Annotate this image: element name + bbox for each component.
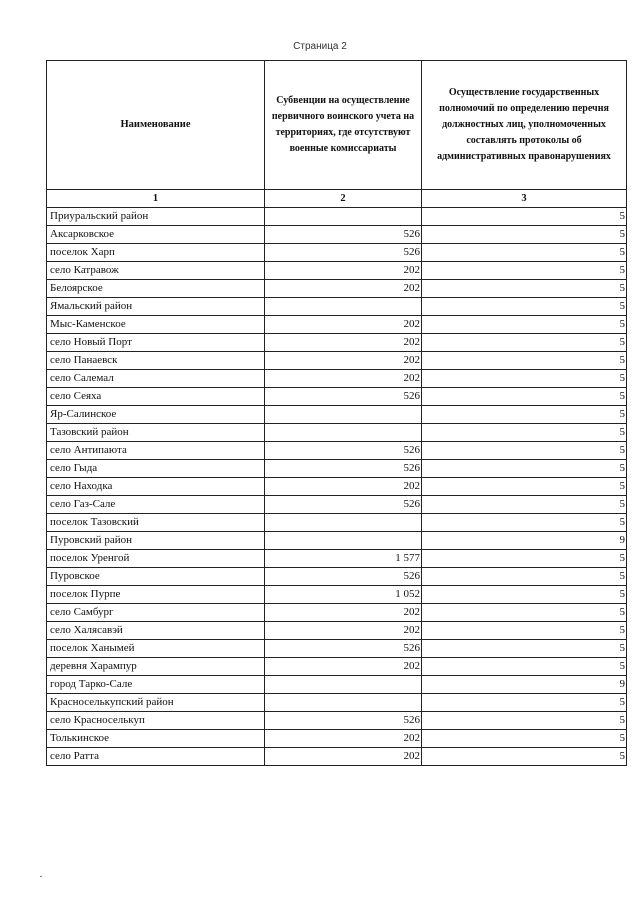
row-name: Пуровский район bbox=[47, 532, 265, 550]
table-row bbox=[47, 334, 627, 352]
row-col3-value: 5 bbox=[422, 568, 627, 586]
table-row bbox=[47, 478, 627, 496]
row-name: село Газ-Сале bbox=[47, 496, 265, 514]
row-name: Аксарковское bbox=[47, 226, 265, 244]
row-name: поселок Харп bbox=[47, 244, 265, 262]
row-name: Яр-Салинское bbox=[47, 406, 265, 424]
table-row bbox=[47, 262, 627, 280]
row-name: село Гыда bbox=[47, 460, 265, 478]
row-col3-value: 5 bbox=[422, 316, 627, 334]
row-col3-value: 9 bbox=[422, 532, 627, 550]
row-col2-value: 202 bbox=[265, 658, 422, 676]
row-col2-value: 202 bbox=[265, 262, 422, 280]
row-col3-value: 5 bbox=[422, 622, 627, 640]
table-row bbox=[47, 406, 627, 424]
table-row bbox=[47, 550, 627, 568]
row-col2-value: 526 bbox=[265, 640, 422, 658]
table-header-row bbox=[47, 61, 627, 190]
table-row bbox=[47, 208, 627, 226]
row-col2-value: 526 bbox=[265, 388, 422, 406]
scan-mark bbox=[40, 876, 42, 877]
row-col2-value: 526 bbox=[265, 244, 422, 262]
column-number: 1 bbox=[47, 190, 265, 208]
row-col3-value: 5 bbox=[422, 478, 627, 496]
header-col3: Осуществление государственных полномочий по определению перечня должностных лиц, уполномоченных составлять протоколы об административных правонарушениях bbox=[422, 61, 627, 190]
table-row bbox=[47, 712, 627, 730]
row-col2-value: 202 bbox=[265, 730, 422, 748]
row-col3-value: 5 bbox=[422, 550, 627, 568]
row-col2-value: 202 bbox=[265, 370, 422, 388]
row-name: поселок Ханымей bbox=[47, 640, 265, 658]
row-col2-value bbox=[265, 208, 422, 226]
row-name: село Находка bbox=[47, 478, 265, 496]
column-number-row bbox=[47, 190, 627, 208]
table-row bbox=[47, 748, 627, 766]
row-name: поселок Уренгой bbox=[47, 550, 265, 568]
row-col3-value: 5 bbox=[422, 244, 627, 262]
row-col3-value: 5 bbox=[422, 694, 627, 712]
row-name: Ямальский район bbox=[47, 298, 265, 316]
row-col3-value: 5 bbox=[422, 388, 627, 406]
column-number: 3 bbox=[422, 190, 627, 208]
row-name: село Антипаюта bbox=[47, 442, 265, 460]
row-col3-value: 5 bbox=[422, 586, 627, 604]
row-col2-value bbox=[265, 532, 422, 550]
row-col2-value: 202 bbox=[265, 622, 422, 640]
table-row bbox=[47, 658, 627, 676]
table-row bbox=[47, 532, 627, 550]
table-row bbox=[47, 226, 627, 244]
header-col2: Субвенции на осуществление первичного воинского учета на территориях, где отсутствуют военные комиссариаты bbox=[265, 61, 422, 190]
row-col3-value: 5 bbox=[422, 370, 627, 388]
row-col3-value: 5 bbox=[422, 496, 627, 514]
row-col2-value: 526 bbox=[265, 460, 422, 478]
row-name: село Салемал bbox=[47, 370, 265, 388]
row-col2-value bbox=[265, 406, 422, 424]
row-col2-value: 526 bbox=[265, 226, 422, 244]
row-col3-value: 5 bbox=[422, 406, 627, 424]
table-row bbox=[47, 604, 627, 622]
row-name: село Новый Порт bbox=[47, 334, 265, 352]
row-name: Пуровское bbox=[47, 568, 265, 586]
row-name: город Тарко-Сале bbox=[47, 676, 265, 694]
row-name: Красноселькупский район bbox=[47, 694, 265, 712]
table-row bbox=[47, 424, 627, 442]
row-col3-value: 5 bbox=[422, 604, 627, 622]
row-name: поселок Пурпе bbox=[47, 586, 265, 604]
table-row bbox=[47, 676, 627, 694]
row-col3-value: 5 bbox=[422, 658, 627, 676]
row-col3-value: 5 bbox=[422, 748, 627, 766]
row-name: село Красноселькуп bbox=[47, 712, 265, 730]
table-row bbox=[47, 460, 627, 478]
row-col2-value bbox=[265, 298, 422, 316]
row-col3-value: 9 bbox=[422, 676, 627, 694]
row-col2-value bbox=[265, 676, 422, 694]
row-name: Мыс-Каменское bbox=[47, 316, 265, 334]
row-name: Толькинское bbox=[47, 730, 265, 748]
row-col2-value: 526 bbox=[265, 496, 422, 514]
row-col3-value: 5 bbox=[422, 334, 627, 352]
row-name: село Халясавэй bbox=[47, 622, 265, 640]
table-row bbox=[47, 352, 627, 370]
table-row bbox=[47, 388, 627, 406]
row-name: село Самбург bbox=[47, 604, 265, 622]
row-col3-value: 5 bbox=[422, 298, 627, 316]
row-col3-value: 5 bbox=[422, 226, 627, 244]
subventions-table bbox=[46, 60, 627, 766]
row-name: Белоярское bbox=[47, 280, 265, 298]
row-col3-value: 5 bbox=[422, 424, 627, 442]
page-number-label: Страница 2 bbox=[293, 41, 347, 52]
row-name: село Панаевск bbox=[47, 352, 265, 370]
row-col2-value: 202 bbox=[265, 748, 422, 766]
row-col3-value: 5 bbox=[422, 514, 627, 532]
table-row bbox=[47, 316, 627, 334]
row-name: село Катравож bbox=[47, 262, 265, 280]
table-row bbox=[47, 586, 627, 604]
row-col3-value: 5 bbox=[422, 640, 627, 658]
row-col3-value: 5 bbox=[422, 442, 627, 460]
row-col2-value bbox=[265, 424, 422, 442]
table-row bbox=[47, 280, 627, 298]
row-col2-value bbox=[265, 514, 422, 532]
row-name: село Ратта bbox=[47, 748, 265, 766]
table-row bbox=[47, 640, 627, 658]
row-col2-value: 202 bbox=[265, 478, 422, 496]
row-col2-value: 202 bbox=[265, 604, 422, 622]
row-col2-value: 202 bbox=[265, 352, 422, 370]
row-col3-value: 5 bbox=[422, 730, 627, 748]
table-row bbox=[47, 514, 627, 532]
row-col3-value: 5 bbox=[422, 712, 627, 730]
row-name: деревня Харампур bbox=[47, 658, 265, 676]
row-col2-value: 526 bbox=[265, 442, 422, 460]
row-col2-value: 202 bbox=[265, 334, 422, 352]
table-row bbox=[47, 442, 627, 460]
row-name: Приуральский район bbox=[47, 208, 265, 226]
row-name: село Сеяха bbox=[47, 388, 265, 406]
row-col3-value: 5 bbox=[422, 280, 627, 298]
table-row bbox=[47, 622, 627, 640]
table-row bbox=[47, 694, 627, 712]
table-row bbox=[47, 244, 627, 262]
header-name: Наименование bbox=[47, 61, 265, 190]
row-name: поселок Тазовский bbox=[47, 514, 265, 532]
row-col3-value: 5 bbox=[422, 208, 627, 226]
row-col2-value bbox=[265, 694, 422, 712]
table-row bbox=[47, 730, 627, 748]
table-row bbox=[47, 298, 627, 316]
row-col2-value: 202 bbox=[265, 316, 422, 334]
row-col2-value: 526 bbox=[265, 568, 422, 586]
row-col2-value: 202 bbox=[265, 280, 422, 298]
row-col2-value: 526 bbox=[265, 712, 422, 730]
row-col3-value: 5 bbox=[422, 460, 627, 478]
table-row bbox=[47, 370, 627, 388]
row-col2-value: 1 577 bbox=[265, 550, 422, 568]
row-col3-value: 5 bbox=[422, 352, 627, 370]
table-row bbox=[47, 568, 627, 586]
row-col2-value: 1 052 bbox=[265, 586, 422, 604]
row-col3-value: 5 bbox=[422, 262, 627, 280]
row-name: Тазовский район bbox=[47, 424, 265, 442]
table-row bbox=[47, 496, 627, 514]
column-number: 2 bbox=[265, 190, 422, 208]
